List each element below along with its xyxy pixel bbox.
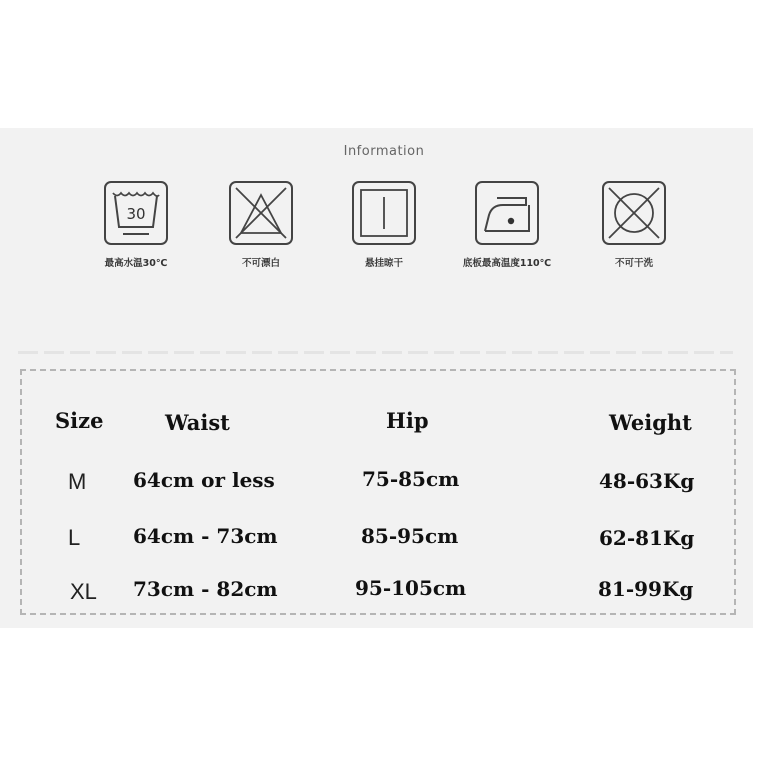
care-caption: 悬挂晾干 — [364, 258, 403, 269]
wash-temp: 30 — [126, 205, 146, 223]
row-waist: 64cm or less — [133, 468, 275, 492]
care-caption: 最高水温30℃ — [104, 258, 168, 269]
care-caption: 不可干洗 — [614, 258, 653, 269]
iron-icon — [475, 181, 539, 245]
care-caption: 不可漂白 — [241, 258, 280, 269]
row-waist: 73cm - 82cm — [133, 577, 278, 601]
header-hip: Hip — [386, 408, 429, 433]
row-size: XL — [70, 579, 97, 604]
care-wash — [76, 181, 196, 269]
row-hip: 75-85cm — [362, 467, 460, 491]
care-no-dry-clean — [574, 181, 694, 269]
hang-dry-icon — [352, 181, 416, 245]
no-bleach-icon — [229, 181, 293, 245]
care-iron — [447, 181, 567, 269]
care-hang-dry — [324, 181, 444, 269]
row-weight: 62-81Kg — [599, 526, 695, 550]
header-size: Size — [55, 408, 104, 433]
no-dry-clean-icon — [602, 181, 666, 245]
wash-30-icon — [104, 181, 168, 245]
row-hip: 85-95cm — [361, 524, 459, 548]
row-weight: 48-63Kg — [599, 469, 695, 493]
care-no-bleach — [201, 181, 321, 269]
row-size: L — [68, 525, 81, 550]
row-hip: 95-105cm — [355, 576, 467, 600]
care-caption: 底板最高温度110℃ — [462, 258, 552, 269]
header-weight: Weight — [609, 410, 692, 435]
row-size: M — [68, 469, 87, 494]
information-title: Information — [343, 144, 425, 159]
header-waist: Waist — [165, 410, 230, 435]
row-weight: 81-99Kg — [598, 577, 694, 601]
divider — [18, 351, 733, 354]
row-waist: 64cm - 73cm — [133, 524, 278, 548]
